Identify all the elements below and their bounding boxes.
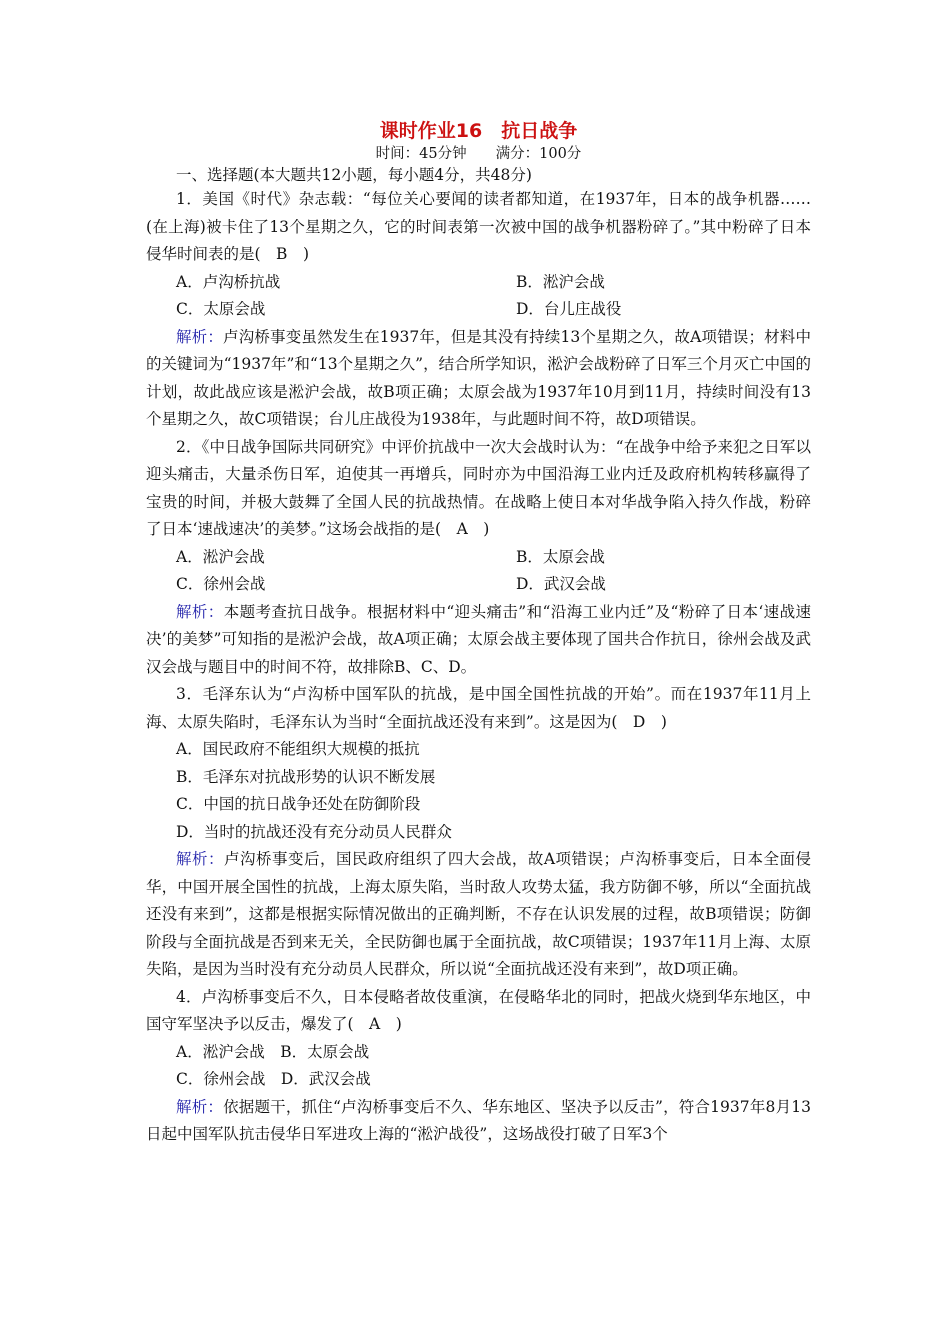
option-c: C．中国的抗日战争还处在防御阶段 [176, 795, 421, 813]
analysis-text: 卢沟桥事变虽然发生在1937年，但是其没有持续13个星期之久，故A项错误；材料中的关键词为“1937年”和“13个星期之久”，结合所学知识，淞沪会战粉碎了日军三个月灭亡中国的计划，故此战应该是淞沪会战，故B项正确；太原会战为1937年10月到11月，持续时间没有13个星期之久，故C项错误；台儿庄战役为1938年，与此题时间不符，故D项错误。 [146, 327, 811, 428]
option-b: B．太原会战 [516, 547, 605, 566]
document-page [146, 118, 811, 1149]
analysis-label: 解析： [176, 850, 224, 868]
option-d: D．武汉会战 [516, 575, 606, 593]
question-2 [146, 434, 811, 682]
analysis-text: 卢沟桥事变后，国民政府组织了四大会战，故A项错误；卢沟桥事变后，日本全面侵华，中国开展全国性的抗战，上海太原失陷，当时敌人攻势太猛，我方防御不够，所以“全面抗战还没有来到”，这都是根据实际情况做出的正确判断，不存在认识发展的过程，故B项错误；防御阶段与全面抗战是否到来无关，全民防御也属于全面抗战，故C项错误；1937年11月上海、太原失陷，是因为当时没有充分动员人民群众，所以说“全面抗战还没有来到”，故D项正确。 [146, 850, 811, 978]
analysis [146, 599, 811, 682]
exam-meta: 时间：45分钟 满分：100分 [375, 146, 582, 162]
analysis [146, 324, 811, 434]
analysis-label: 解析： [176, 327, 224, 346]
question-4 [146, 984, 811, 1149]
question-stem: 4．卢沟桥事变后不久，日本侵略者故伎重演，在侵略华北的同时，把战火烧到华东地区，中国守军坚决予以反击，爆发了( A ) [146, 987, 811, 1033]
options-grid [146, 544, 811, 599]
option-b: B．毛泽东对抗战形势的认识不断发展 [176, 767, 436, 786]
analysis-label: 解析： [176, 1097, 224, 1116]
option-b: B．淞沪会战 [516, 272, 605, 291]
option-d: D．台儿庄战役 [516, 300, 622, 318]
option-a: A．淞沪会战 [176, 547, 265, 566]
analysis [146, 1094, 811, 1149]
question-1 [146, 186, 811, 434]
question-stem: 2．《中日战争国际共同研究》中评价抗战中一次大会战时认为：“在战争中给予来犯之日军以迎头痛击，大量杀伤日军，迫使其一再增兵，同时亦为中国沿海工业内迁及政府机构转移赢得了宝贵的时间，并极大鼓舞了全国人民的抗战热情。在战略上使日本对华战争陷入持久作战，粉碎了日本‘速战速决’的美梦。”这场会战指的是( A ) [146, 437, 811, 538]
option-line-cd: C．徐州会战 D．武汉会战 [176, 1070, 371, 1088]
question-3 [146, 681, 811, 984]
section-heading: 一、选择题(本大题共12小题，每小题4分，共48分) [176, 166, 532, 184]
option-c: C．徐州会战 [176, 575, 266, 593]
analysis-label: 解析： [176, 602, 224, 621]
option-line-ab: A．淞沪会战 B．太原会战 [176, 1042, 370, 1061]
option-d: D．当时的抗战还没有充分动员人民群众 [176, 822, 452, 841]
question-stem: 3．毛泽东认为“卢沟桥中国军队的抗战，是中国全国性抗战的开始”。而在1937年11月上海、太原失陷时，毛泽东认为当时“全面抗战还没有来到”。这是因为( D ) [146, 685, 811, 731]
question-stem: 1．美国《时代》杂志载：“每位关心要闻的读者都知道，在1937年，日本的战争机器……(在上海)被卡住了13个星期之久，它的时间表第一次被中国的战争机器粉碎了。”其中粉碎了日本侵华时间表的是( B ) [146, 190, 811, 263]
analysis-text: 依据题干，抓住“卢沟桥事变后不久、华东地区、坚决予以反击”，符合1937年8月13日起中国军队抗击侵华日军进攻上海的“淞沪战役”，这场战役打破了日军3个 [146, 1097, 811, 1143]
analysis-text: 本题考查抗日战争。根据材料中“迎头痛击”和“沿海工业内迁”及“粉碎了日本‘速战速决’的美梦”可知指的是淞沪会战，故A项正确；太原会战主要体现了国共合作抗日，徐州会战及武汉会战与题目中的时间不符，故排除B、C、D。 [146, 602, 811, 676]
page-title: 课时作业16 抗日战争 [379, 120, 578, 142]
option-a: A．国民政府不能组织大规模的抵抗 [176, 740, 420, 758]
options-grid [146, 269, 811, 324]
analysis [146, 846, 811, 984]
option-a: A．卢沟桥抗战 [176, 272, 281, 291]
option-c: C．太原会战 [176, 300, 266, 318]
